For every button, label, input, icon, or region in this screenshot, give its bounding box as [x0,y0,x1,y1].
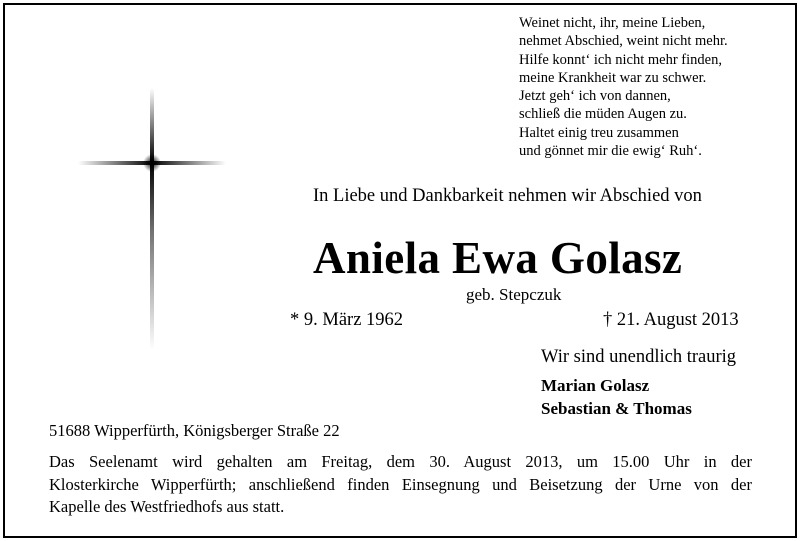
poem-line: meine Krankheit war zu schwer. [519,69,707,86]
poem-line: schließ die müden Augen zu. [519,106,687,123]
survivor-name: Marian Golasz [541,376,650,395]
cross-icon [78,88,226,350]
intro-line: In Liebe und Dankbarkeit nehmen wir Abschied von [313,186,702,206]
birth-date: * 9. März 1962 [290,310,404,330]
service-line: Das Seelenamt wird gehalten am Freitag, dem 30. August 2013, um 15.00 Uhr in der [49,452,752,471]
poem-line: Hilfe konnt‘ ich nicht mehr finden, [519,51,722,68]
service-line: Klosterkirche Wipperfürth; anschließend finden Einsegnung und Beisetzung der Urne von der [49,474,752,494]
poem-line: Jetzt geh‘ ich von dannen, [519,88,671,105]
survivor-name: Sebastian & Thomas [541,399,692,418]
death-date: † 21. August 2013 [603,310,739,330]
farewell-poem [519,14,728,160]
mourning-line: Wir sind unendlich traurig [541,347,736,367]
service-details [49,451,752,519]
poem-line: Weinet nicht, ihr, meine Lieben, [519,15,706,31]
poem-line: Haltet einig treu zusammen [519,124,679,141]
deceased-name: Aniela Ewa Golasz [313,233,683,283]
poem-line: nehmet Abschied, weint nicht mehr. [519,33,728,50]
birth-name: geb. Stepczuk [466,285,562,304]
poem-line: und gönnet mir die ewig‘ Ruh‘. [519,143,702,160]
service-line: Kapelle des Westfriedhofs aus statt. [49,497,285,516]
family-address: 51688 Wipperfürth, Königsberger Straße 22 [49,421,340,440]
survivors-list [541,374,692,420]
